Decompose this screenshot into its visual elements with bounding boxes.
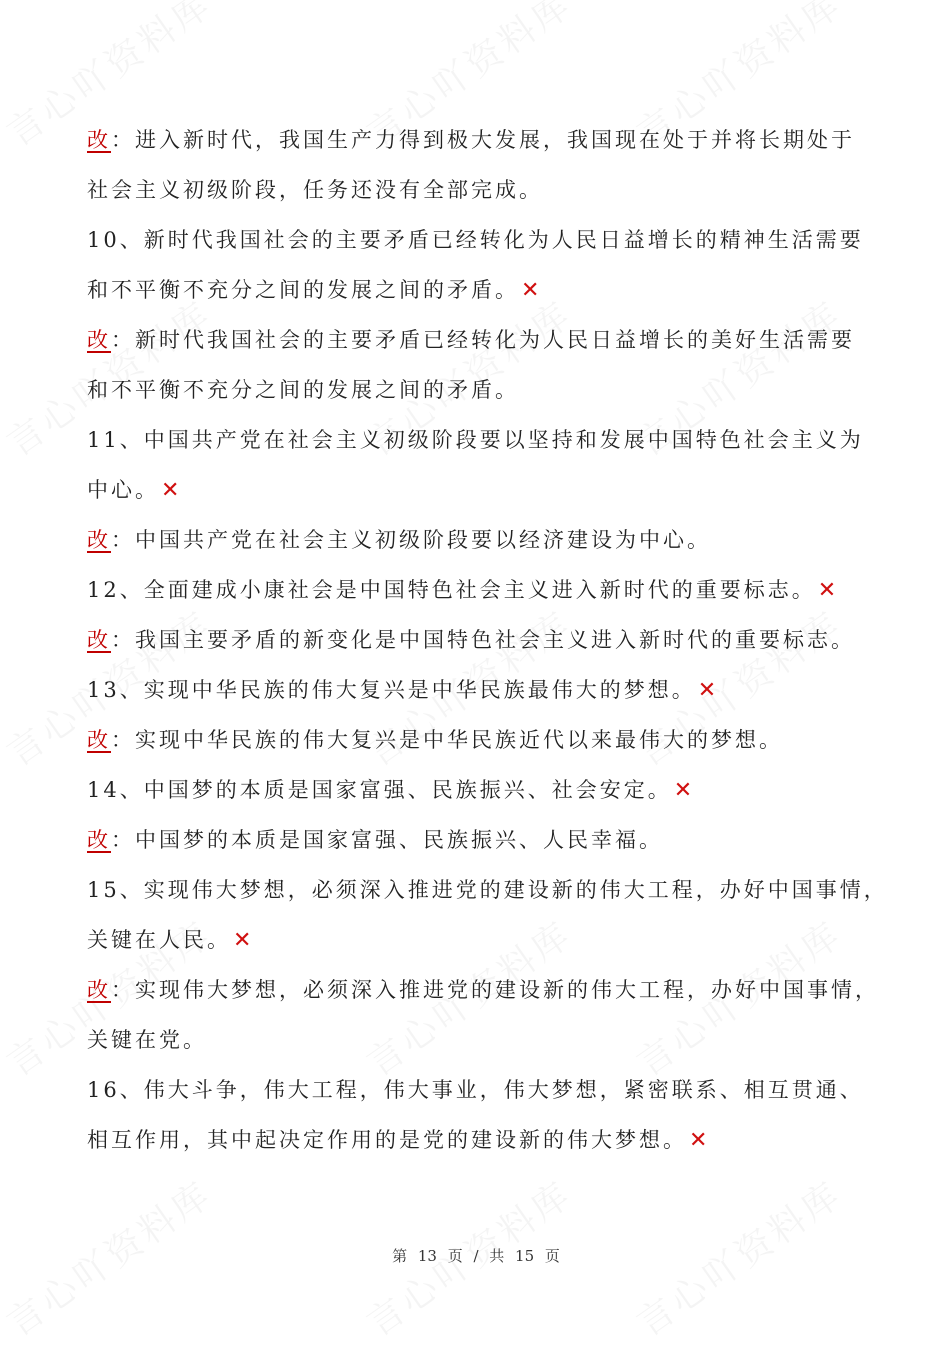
line-text: ：我国主要矛盾的新变化是中国特色社会主义进入新时代的重要标志。 [111,628,855,652]
wrong-mark-icon: ✕ [233,928,252,953]
wrong-mark-icon: ✕ [673,778,693,803]
line-text: 10、新时代我国社会的主要矛盾已经转化为人民日益增长的精神生活需要 [87,228,864,252]
text-line [87,920,887,970]
line-text: 13、实现中华民族的伟大复兴是中华民族最伟大的梦想。 [87,678,696,702]
line-text: 关键在人民。 [87,928,231,952]
line-text: 16、伟大斗争，伟大工程，伟大事业，伟大梦想，紧密联系、相互贯通、 [87,1078,864,1102]
line-text: ：实现伟大梦想，必须深入推进党的建设新的伟大工程，办好中国事情， [111,978,879,1002]
line-text: ：中国梦的本质是国家富强、民族振兴、人民幸福。 [111,828,663,852]
text-line [87,520,887,570]
document-body [87,120,887,1170]
line-text: 相互作用，其中起决定作用的是党的建设新的伟大梦想。 [87,1128,687,1152]
text-line [87,270,887,320]
text-line [87,120,887,170]
wrong-mark-icon: ✕ [689,1128,708,1153]
text-line [87,1120,887,1170]
correction-label: 改 [87,728,111,752]
text-line [87,1020,887,1070]
wrong-mark-icon: ✕ [521,278,540,303]
line-text: ：进入新时代，我国生产力得到极大发展，我国现在处于并将长期处于 [111,128,855,152]
text-line [87,620,887,670]
line-text: 和不平衡不充分之间的发展之间的矛盾。 [87,278,519,302]
text-line [87,720,887,770]
wrong-mark-icon: ✕ [817,578,837,603]
text-line [87,670,887,720]
correction-label: 改 [87,128,111,152]
text-line [87,470,887,520]
text-line [87,370,887,420]
text-line [87,820,887,870]
line-text: ：实现中华民族的伟大复兴是中华民族近代以来最伟大的梦想。 [111,728,783,752]
correction-label: 改 [87,628,111,652]
line-text: 11、中国共产党在社会主义初级阶段要以坚持和发展中国特色社会主义为 [87,428,864,452]
text-line [87,970,887,1020]
line-text: 社会主义初级阶段，任务还没有全部完成。 [87,178,543,202]
line-text: 14、中国梦的本质是国家富强、民族振兴、社会安定。 [87,778,672,802]
line-text: ：新时代我国社会的主要矛盾已经转化为人民日益增长的美好生活需要 [111,328,855,352]
text-line [87,1070,887,1120]
line-text: 关键在党。 [87,1028,207,1052]
line-text: ：中国共产党在社会主义初级阶段要以经济建设为中心。 [111,528,711,552]
text-line [87,420,887,470]
text-line [87,320,887,370]
wrong-mark-icon: ✕ [161,478,180,503]
text-line [87,220,887,270]
wrong-mark-icon: ✕ [697,678,717,703]
correction-label: 改 [87,828,111,852]
text-line [87,870,887,920]
line-text: 中心。 [87,478,159,502]
line-text: 15、实现伟大梦想，必须深入推进党的建设新的伟大工程，办好中国事情， [87,878,888,902]
line-text: 12、全面建成小康社会是中国特色社会主义进入新时代的重要标志。 [87,578,816,602]
correction-label: 改 [87,528,111,552]
page-footer: 第 13 页 / 共 15 页 [392,1247,560,1265]
text-line [87,770,887,820]
correction-label: 改 [87,978,111,1002]
text-line [87,170,887,220]
text-line [87,570,887,620]
correction-label: 改 [87,328,111,352]
line-text: 和不平衡不充分之间的发展之间的矛盾。 [87,378,519,402]
